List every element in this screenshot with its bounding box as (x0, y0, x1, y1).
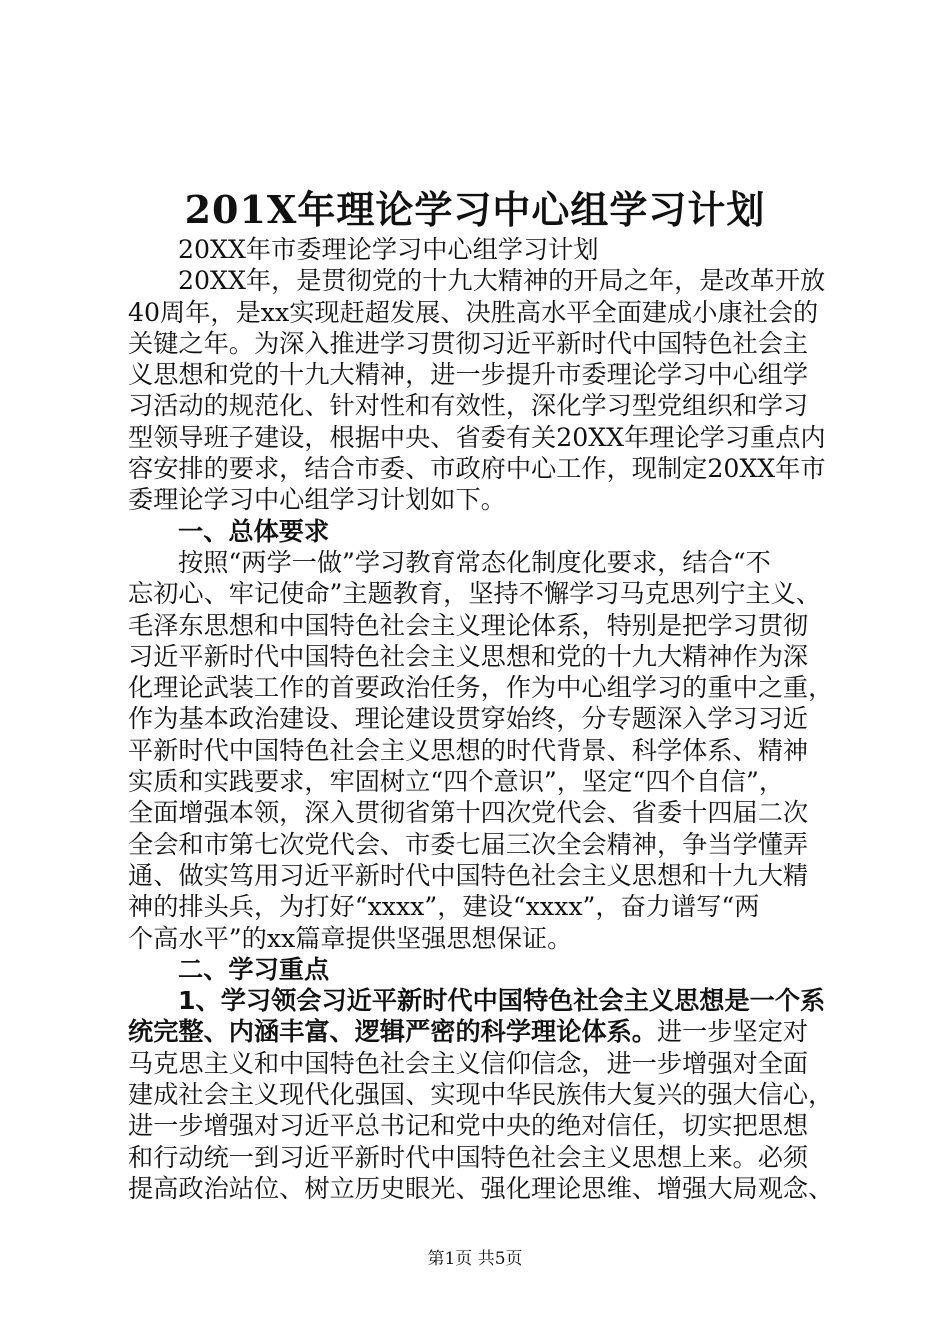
text-line: 忘初心、牢记使命”主题教育，坚持不懈学习马克思列宁主义、 (128, 579, 821, 609)
text-line: 毛泽东思想和中国特色社会主义理论体系，特别是把学习贯彻 (128, 610, 809, 640)
section-heading: 二、学习重点 (178, 954, 330, 984)
text-line: 提高政治站位、树立历史眼光、强化理论思维、增强大局观念、 (128, 1173, 834, 1203)
text-line: 20XX年，是贯彻党的十九大精神的开局之年，是改革开放 (178, 266, 826, 296)
text-line: 神的排头兵，为打好“xxxx”，建设“xxxx”，奋力谱写“两 (128, 892, 760, 922)
text-line: 进一步增强对习近平总书记和党中央的绝对信任，切实把思想 (128, 1111, 809, 1141)
text-line: 习活动的规范化、针对性和有效性，深化学习型党组织和学习 (128, 391, 809, 421)
text-line: 全面增强本领，深入贯彻省第十四次党代会、省委十四届二次 (128, 798, 809, 828)
text-line: 20XX年市委理论学习中心组学习计划 (178, 235, 599, 264)
text-line: 建成社会主义现代化强国、实现中华民族伟大复兴的强大信心， (128, 1080, 834, 1110)
text-line: 实质和实践要求，牢固树立“四个意识”，坚定“四个自信”， (128, 767, 785, 797)
text-line: 容安排的要求，结合市委、市政府中心工作，现制定20XX年市 (128, 454, 826, 484)
text-line: 委理论学习中心组学习计划如下。 (128, 485, 506, 515)
text-line: 通、做实笃用习近平新时代中国特色社会主义思想和十九大精 (128, 860, 809, 890)
text-line: 40周年，是xx实现赶超发展、决胜高水平全面建成小康社会的 (128, 297, 819, 327)
text-line: 个高水平”的xx篇章提供坚强思想保证。 (128, 923, 573, 953)
text-line: 全会和市第七次党代会、市委七届三次全会精神，争当学懂弄 (128, 829, 809, 859)
text-line: 1、学习领会习近平新时代中国特色社会主义思想是一个系 (178, 986, 826, 1016)
text-line: 马克思主义和中国特色社会主义信仰信念，进一步增强对全面 (128, 1048, 809, 1078)
text-line: 习近平新时代中国特色社会主义思想和党的十九大精神作为深 (128, 641, 809, 671)
text-line: 平新时代中国特色社会主义思想的时代背景、科学体系、精神 (128, 735, 809, 765)
document-title: 201X年理论学习中心组学习计划 (184, 187, 766, 232)
document-body (128, 234, 836, 1204)
text-line: 义思想和党的十九大精神，进一步提升市委理论学习中心组学 (128, 360, 809, 390)
text-line: 型领导班子建设，根据中央、省委有关20XX年理论学习重点内 (128, 422, 826, 452)
page-footer: 第1页 共5页 (427, 1249, 523, 1269)
text-line: 和行动统一到习近平新时代中国特色社会主义思想上来。必须 (128, 1142, 809, 1172)
text-span: 进一步坚定对 (656, 1017, 809, 1047)
text-line: 按照“两学一做”学习教育常态化制度化要求，结合“不 (178, 547, 771, 577)
text-line: 化理论武装工作的首要政治任务，作为中心组学习的重中之重， (128, 673, 834, 703)
section-heading: 一、总体要求 (178, 516, 330, 546)
emphasized-text: 统完整、内涵丰富、逻辑严密的科学理论体系。 (128, 1017, 657, 1047)
text-line: 关键之年。为深入推进学习贯彻习近平新时代中国特色社会主 (128, 328, 809, 358)
text-line (128, 1016, 836, 1047)
text-line: 作为基本政治建设、理论建设贯穿始终，分专题深入学习习近 (128, 704, 809, 734)
